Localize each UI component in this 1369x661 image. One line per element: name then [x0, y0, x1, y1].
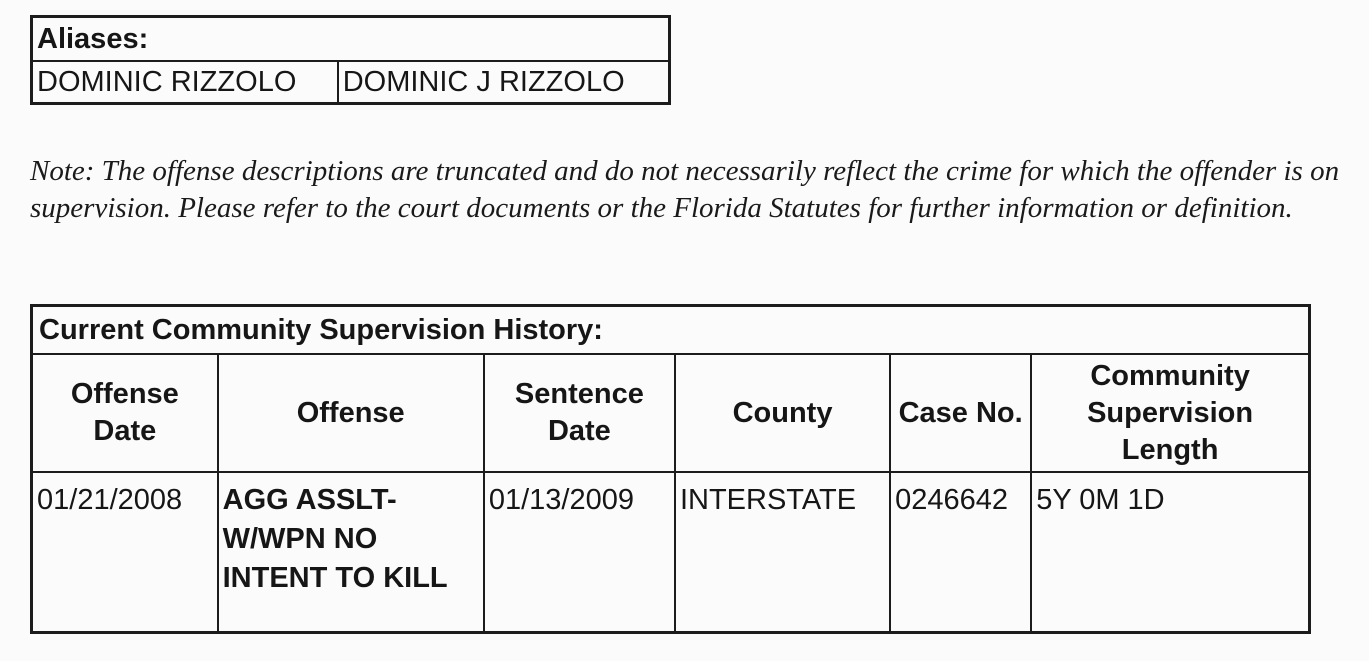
- supervision-history-table: [30, 304, 1311, 634]
- alias-name: DOMINIC J RIZZOLO: [338, 61, 670, 104]
- county-cell: INTERSTATE: [675, 472, 890, 633]
- offense-date-cell: 01/21/2008: [32, 472, 218, 633]
- column-header-case-no: Case No.: [890, 354, 1031, 472]
- aliases-row: [32, 61, 670, 104]
- column-header-sentence-date: Sentence Date: [484, 354, 675, 472]
- alias-name: DOMINIC RIZZOLO: [32, 61, 338, 104]
- sentence-date-cell: 01/13/2009: [484, 472, 675, 633]
- column-header-county: County: [675, 354, 890, 472]
- history-header-row: [32, 354, 1310, 472]
- column-header-supervision-length: Community Supervision Length: [1031, 354, 1309, 472]
- offense-cell: AGG ASSLT-W/WPN NO INTENT TO KILL: [218, 472, 484, 633]
- history-title-row: [32, 306, 1310, 355]
- case-no-cell: 0246642: [890, 472, 1031, 633]
- column-header-offense: Offense: [218, 354, 484, 472]
- table-row: [32, 472, 1310, 633]
- column-header-offense-date: Offense Date: [32, 354, 218, 472]
- aliases-table: [30, 15, 671, 105]
- supervision-length-cell: 5Y 0M 1D: [1031, 472, 1309, 633]
- aliases-header: Aliases:: [32, 17, 670, 62]
- history-title: Current Community Supervision History:: [32, 306, 1310, 355]
- offense-note: Note: The offense descriptions are truncated and do not necessarily reflect the crime for which the offender is on supervision. Please refer to the court documents or the Florida Statutes for further information or definition.: [30, 155, 1340, 224]
- aliases-header-row: [32, 17, 670, 62]
